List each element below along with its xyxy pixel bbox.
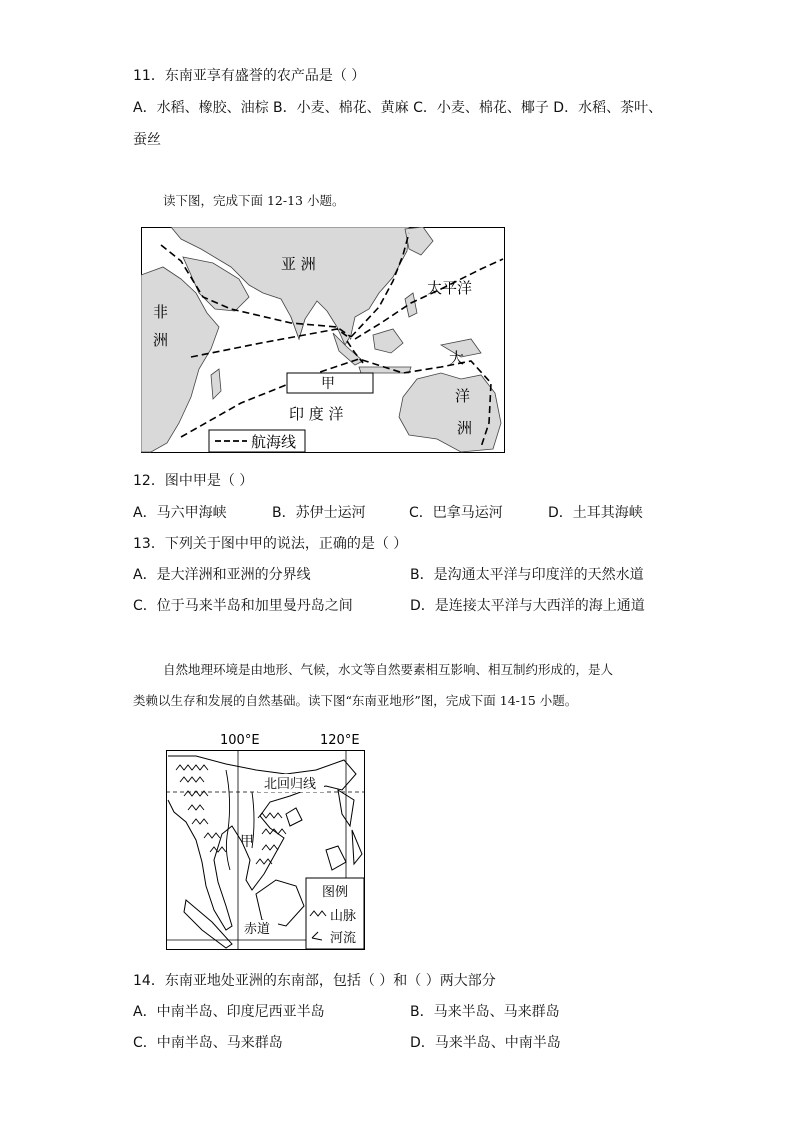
asia-label: 亚 洲 <box>281 255 316 273</box>
q13-option-d: D．是连接太平洋与大西洋的海上通道 <box>410 598 645 614</box>
q11-stem: 11．东南亚享有盛誉的农产品是（ ） <box>133 68 366 84</box>
intro-12-13: 读下图，完成下面 12-13 小题。 <box>163 193 345 208</box>
intro-14-15-line2: 类赖以生存和发展的自然基础。读下图“东南亚地形”图，完成下面 14-15 小题。 <box>133 693 578 708</box>
q12-option-c: C．巴拿马运河 <box>409 505 503 521</box>
q12-option-a: A．马六甲海峡 <box>133 505 227 521</box>
q13-stem: 13．下列关于图中甲的说法，正确的是（ ） <box>133 536 408 552</box>
q13-option-a: A．是大洋洲和亚洲的分界线 <box>133 567 311 583</box>
oceania-label-3: 洲 <box>457 419 473 437</box>
q13-option-b: B．是沟通太平洋与印度洋的天然水道 <box>410 567 644 583</box>
q14-option-c: C．中南半岛、马来群岛 <box>133 1035 283 1051</box>
legend-title: 图例 <box>322 885 349 900</box>
q12-stem: 12．图中甲是（ ） <box>133 473 254 489</box>
map2-jia-label: 甲 <box>240 834 254 850</box>
oceania-label-1: 大 <box>449 349 465 367</box>
legend-mountain: 山脉 <box>330 909 357 924</box>
southeast-asia-terrain-map <box>166 730 380 952</box>
oceania-label-2: 洋 <box>455 387 471 405</box>
pacific-label: 太平洋 <box>427 279 473 297</box>
q12-option-d: D．土耳其海峡 <box>548 505 643 521</box>
legend-river: 河流 <box>330 931 357 946</box>
lon-100-label: 100°E <box>220 733 260 748</box>
q14-option-b: B．马来半岛、马来群岛 <box>410 1004 560 1020</box>
q11-options: A．水稻、橡胶、油棕 B．小麦、棉花、黄麻 C．小麦、棉花、椰子 D．水稻、茶叶、 <box>133 100 663 116</box>
africa-label-2: 洲 <box>153 331 169 349</box>
q14-option-a: A．中南半岛、印度尼西亚半岛 <box>133 1004 325 1020</box>
q14-stem: 14．东南亚地处亚洲的东南部，包括（ ）和（ ）两大部分 <box>133 973 496 989</box>
q11-options-wrap: 蚕丝 <box>133 132 161 148</box>
q12-option-b: B．苏伊士运河 <box>272 505 366 521</box>
equator-label: 赤道 <box>244 922 271 937</box>
intro-14-15-line1: 自然地理环境是由地形、气候，水文等自然要素相互影响、相互制约形成的，是人 <box>163 662 614 677</box>
tropic-label: 北回归线 <box>264 777 317 792</box>
q14-option-d: D．马来半岛、中南半岛 <box>410 1035 561 1051</box>
indian-ocean-label: 印 度 洋 <box>289 405 344 423</box>
jia-label: 甲 <box>321 376 335 392</box>
shipping-route-map <box>141 227 505 453</box>
africa-label-1: 非 <box>153 303 169 321</box>
q13-option-c: C．位于马来半岛和加里曼丹岛之间 <box>133 598 353 614</box>
lon-120-label: 120°E <box>320 733 360 748</box>
map1-legend-label: 航海线 <box>251 433 297 451</box>
